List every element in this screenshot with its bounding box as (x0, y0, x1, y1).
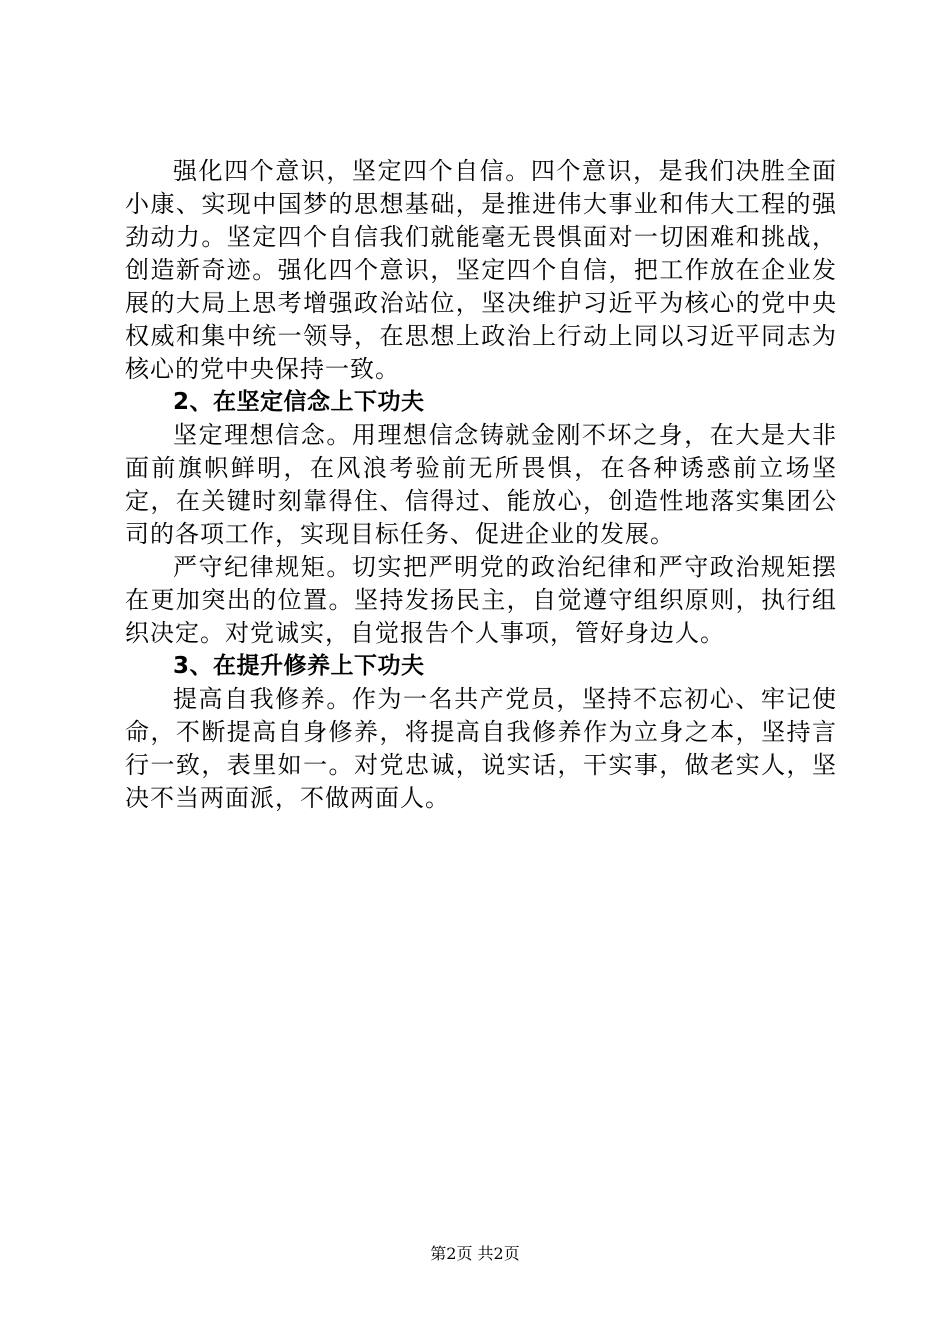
section-heading-3: 3、在提升修养上下功夫 (173, 653, 425, 679)
document-body (125, 155, 837, 815)
page-footer (0, 1244, 950, 1264)
paragraph-four-consciousness: 强化四个意识，坚定四个自信。四个意识，是我们决胜全面小康、实现中国梦的思想基础，是推进伟大事业和伟大工程的强劲动力。坚定四个自信我们就能毫无畏惧面对一切困难和挑战，创造新奇迹。强化四个意识，坚定四个自信，把工作放在企业发展的大局上思考增强政治站位，坚决维护习近平为核心的党中央权威和集中统一领导，在思想上政治上行动上同以习近平同志为核心的党中央保持一致。 (125, 157, 837, 383)
paragraph-self-cultivation: 提高自我修养。作为一名共产党员，坚持不忘初心、牢记使命，不断提高自身修养，将提高自我修养作为立身之本，坚持言行一致，表里如一。对党忠诚，说实话，干实事，做老实人，坚决不当两面派，不做两面人。 (125, 685, 837, 812)
section-heading-2: 2、在坚定信念上下功夫 (173, 389, 425, 415)
page-number: 第2页 共2页 (430, 1244, 520, 1263)
paragraph-ideals-faith: 坚定理想信念。用理想信念铸就金刚不坏之身，在大是大非面前旗帜鲜明，在风浪考验前无所畏惧，在各种诱惑前立场坚定，在关键时刻靠得住、信得过、能放心，创造性地落实集团公司的各项工作，实现目标任务、促进企业的发展。 (125, 421, 837, 548)
paragraph-discipline: 严守纪律规矩。切实把严明党的政治纪律和严守政治规矩摆在更加突出的位置。坚持发扬民主，自觉遵守组织原则，执行组织决定。对党诚实，自觉报告个人事项，管好身边人。 (125, 553, 837, 647)
